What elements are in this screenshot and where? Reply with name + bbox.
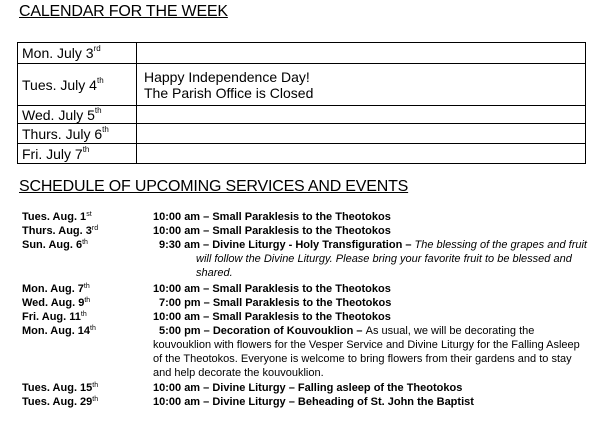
day-suffix: th	[82, 144, 90, 154]
service-description: 10:00 am – Small Paraklesis to the Theotokos	[153, 225, 391, 237]
service-time: 10:00 am	[153, 396, 201, 408]
service-date	[0, 225, 133, 239]
week-note-cell	[137, 64, 586, 106]
services-list	[0, 211, 599, 410]
service-time: 7:00 pm	[159, 297, 201, 309]
service-description: 10:00 am – Small Paraklesis to the Theotokos	[153, 283, 391, 295]
service-title: Small Paraklesis to the Theotokos	[212, 225, 391, 237]
service-date-text: Wed. Aug. 9	[22, 297, 85, 309]
week-day-cell	[18, 144, 137, 164]
date-suffix: th	[90, 325, 96, 332]
service-date-text: Thurs. Aug. 3	[22, 225, 92, 237]
service-date	[0, 396, 133, 410]
week-row	[18, 144, 586, 164]
week-day-label: Mon. July 3	[22, 45, 94, 61]
week-row	[18, 106, 586, 124]
week-row	[18, 124, 586, 144]
date-suffix: th	[83, 283, 90, 290]
service-date	[0, 283, 133, 297]
week-day-cell	[18, 106, 137, 124]
service-time: 10:00 am	[153, 211, 201, 223]
service-description: 10:00 am – Divine Liturgy – Falling asleep of the Theotokos	[153, 382, 463, 394]
service-title: Small Paraklesis to the Theotokos	[212, 297, 392, 309]
week-calendar-heading: CALENDAR FOR THE WEEK	[19, 3, 228, 20]
week-note-cell	[137, 106, 586, 124]
service-row	[0, 382, 599, 396]
service-date	[0, 325, 133, 339]
service-description: 9:30 am – Divine Liturgy - Holy Transfiguration – The blessing of the grapes and fruit	[159, 239, 587, 251]
date-suffix: st	[86, 211, 92, 218]
day-suffix: rd	[93, 44, 101, 53]
service-note: The blessing of the grapes and fruit	[414, 239, 587, 251]
service-date-text: Mon. Aug. 14	[22, 325, 91, 337]
service-row	[0, 211, 599, 225]
service-time: 10:00 am	[153, 225, 201, 237]
service-date-text: Fri. Aug. 11	[22, 311, 81, 323]
week-calendar-table	[17, 42, 586, 164]
service-description: 10:00 am – Divine Liturgy – Beheading of St. John the Baptist	[153, 396, 474, 408]
service-time: 10:00 am	[153, 382, 201, 394]
week-day-label: Tues. July 4	[22, 76, 97, 93]
week-note-line: Happy Independence Day!	[144, 68, 310, 85]
week-note-cell	[137, 124, 586, 144]
service-date	[0, 382, 133, 396]
day-suffix: th	[94, 105, 102, 115]
service-description: 5:00 pm – Decoration of Kouvouklion – As usual, we will be decorating the	[159, 325, 535, 337]
service-time: 5:00 pm	[159, 325, 201, 337]
service-title: Divine Liturgy - Holy Transfiguration	[212, 239, 403, 251]
service-row	[0, 225, 599, 239]
service-title: Small Paraklesis to the Theotokos	[212, 211, 391, 223]
service-note-continuation: kouvouklion with flowers for the Vesper Service and Divine Liturgy for the Falling Asleep	[153, 339, 580, 351]
date-suffix: rd	[91, 225, 99, 232]
service-date	[0, 211, 133, 225]
service-row	[0, 396, 599, 410]
service-note-continuation: shared.	[196, 267, 233, 279]
service-date-text: Sun. Aug. 6	[22, 239, 83, 251]
service-time: 10:00 am	[153, 283, 201, 295]
date-suffix: th	[82, 239, 88, 246]
week-row	[18, 43, 586, 64]
week-day-cell	[18, 43, 137, 64]
services-heading: SCHEDULE OF UPCOMING SERVICES AND EVENTS	[19, 178, 409, 195]
service-date-text: Tues. Aug. 29	[22, 396, 93, 408]
week-day-cell	[18, 64, 137, 106]
service-description: 10:00 am – Small Paraklesis to the Theotokos	[153, 211, 391, 223]
week-row	[18, 64, 586, 106]
week-day-label: Fri. July 7	[22, 145, 83, 162]
date-suffix: th	[92, 396, 99, 403]
service-time: 9:30 am	[159, 239, 200, 251]
service-title: Divine Liturgy – Beheading of St. John the Baptist	[212, 396, 474, 408]
service-note: As usual, we will be decorating the	[365, 325, 535, 337]
week-day-label: Wed. July 5	[22, 106, 95, 123]
service-time: 10:00 am	[153, 311, 201, 323]
service-date	[0, 239, 133, 253]
week-day-cell	[18, 124, 137, 144]
service-title: Decoration of Kouvouklion	[212, 325, 354, 337]
service-row	[0, 297, 599, 311]
service-date	[0, 311, 133, 325]
service-date-text: Tues. Aug. 1	[22, 211, 87, 223]
date-suffix: th	[84, 297, 91, 304]
week-note-cell	[137, 43, 586, 64]
service-title: Divine Liturgy – Falling asleep of the Theotokos	[212, 382, 463, 394]
service-row	[0, 311, 599, 325]
service-title: Small Paraklesis to the Theotokos	[212, 311, 391, 323]
week-note-cell	[137, 144, 586, 164]
service-row	[0, 239, 599, 253]
service-row	[0, 283, 599, 297]
service-description: 10:00 am – Small Paraklesis to the Theotokos	[153, 311, 391, 323]
service-description: 7:00 pm – Small Paraklesis to the Theotokos	[159, 297, 392, 309]
day-suffix: th	[102, 124, 109, 134]
service-title: Small Paraklesis to the Theotokos	[212, 283, 391, 295]
service-row	[0, 325, 599, 339]
service-date-text: Mon. Aug. 7	[22, 283, 84, 295]
week-day-label: Thurs. July 6	[22, 125, 103, 142]
date-suffix: th	[92, 382, 99, 389]
service-note-continuation: of the Theotokos. Everyone is welcome to bring flowers from their gardens and to stay	[153, 353, 572, 365]
service-note-continuation: will follow the Divine Liturgy. Please bring your favorite fruit to be blessed and	[196, 253, 572, 265]
week-note-line: The Parish Office is Closed	[144, 84, 314, 101]
date-suffix: th	[80, 311, 87, 318]
day-suffix: th	[96, 75, 104, 85]
service-note-continuation: and help decorate the kouvouklion.	[153, 367, 324, 379]
service-date	[0, 297, 133, 311]
service-date-text: Tues. Aug. 15	[22, 382, 93, 394]
